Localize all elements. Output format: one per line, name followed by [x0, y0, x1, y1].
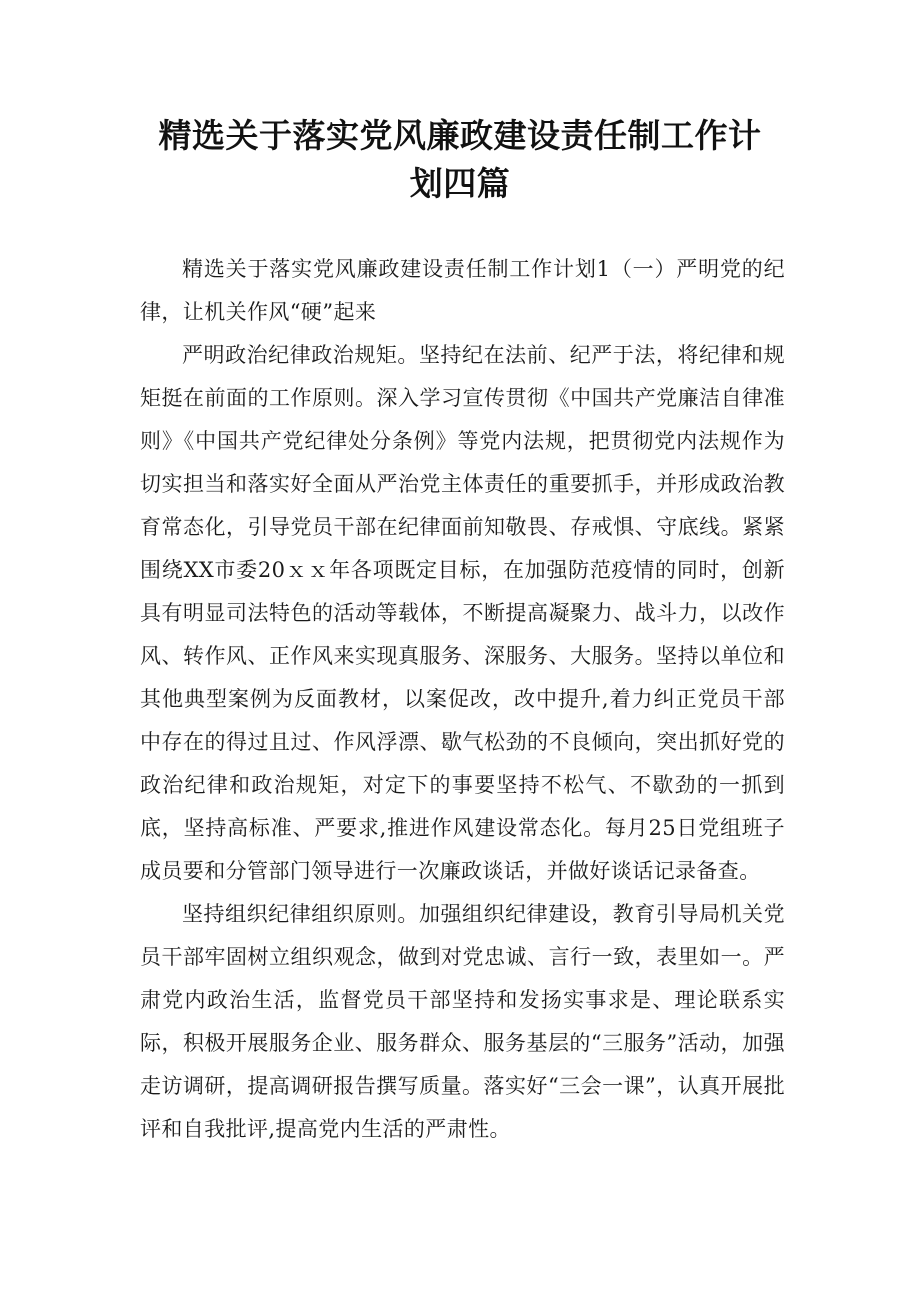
title-line-2: 划四篇 — [409, 164, 511, 203]
paragraph-organizational-discipline: 坚持组织纪律组织原则。加强组织纪律建设，教育引导局机关党员干部牢固树立组织观念，做到对党忠诚、言行一致，表里如一。严肃党内政治生活，监督党员干部坚持和发扬实事求是、理论联系实际，积极开展服务企业、服务群众、服务基层的“三服务”活动，加强走访调研，提高调研报告撰写质量。落实好“三会一课”，认真开展批评和自我批评,提高党内生活的严肃性。 — [140, 902, 785, 1141]
paragraph-political-discipline: 严明政治纪律政治规矩。坚持纪在法前、纪严于法，将纪律和规矩挺在前面的工作原则。深入学习宣传贯彻《中国共产党廉洁自律准则》《中国共产党纪律处分条例》等党内法规，把贯彻党内法规作为切实担当和落实好全面从严治党主体责任的重要抓手，并形成政治教育常态化，引导党员干部在纪律面前知敬畏、存戒惧、守底线。紧紧围绕XX市委20ｘｘ年各项既定目标，在加强防范疫情的同时，创新具有明显司法特色的活动等载体，不断提高凝聚力、战斗力，以改作风、转作风、正作风来实现真服务、深服务、大服务。坚持以单位和其他典型案例为反面教材，以案促改，改中提升,着力纠正党员干部中存在的得过且过、作风浮漂、歇气松劲的不良倾向，突出抓好党的政治纪律和政治规矩，对定下的事要坚持不松气、不歇劲的一抓到底，坚持高标准、严要求,推进作风建设常态化。每月25日党组班子成员要和分管部门领导进行一次廉政谈话，并做好谈话记录备查。 — [140, 343, 785, 883]
paragraph-intro: 精选关于落实党风廉政建设责任制工作计划1（一）严明党的纪律，让机关作风“硬”起来 — [140, 257, 785, 324]
title-line-1: 精选关于落实党风廉政建设责任制工作计 — [158, 116, 762, 155]
document-body — [140, 248, 785, 1151]
document-title — [110, 112, 810, 208]
